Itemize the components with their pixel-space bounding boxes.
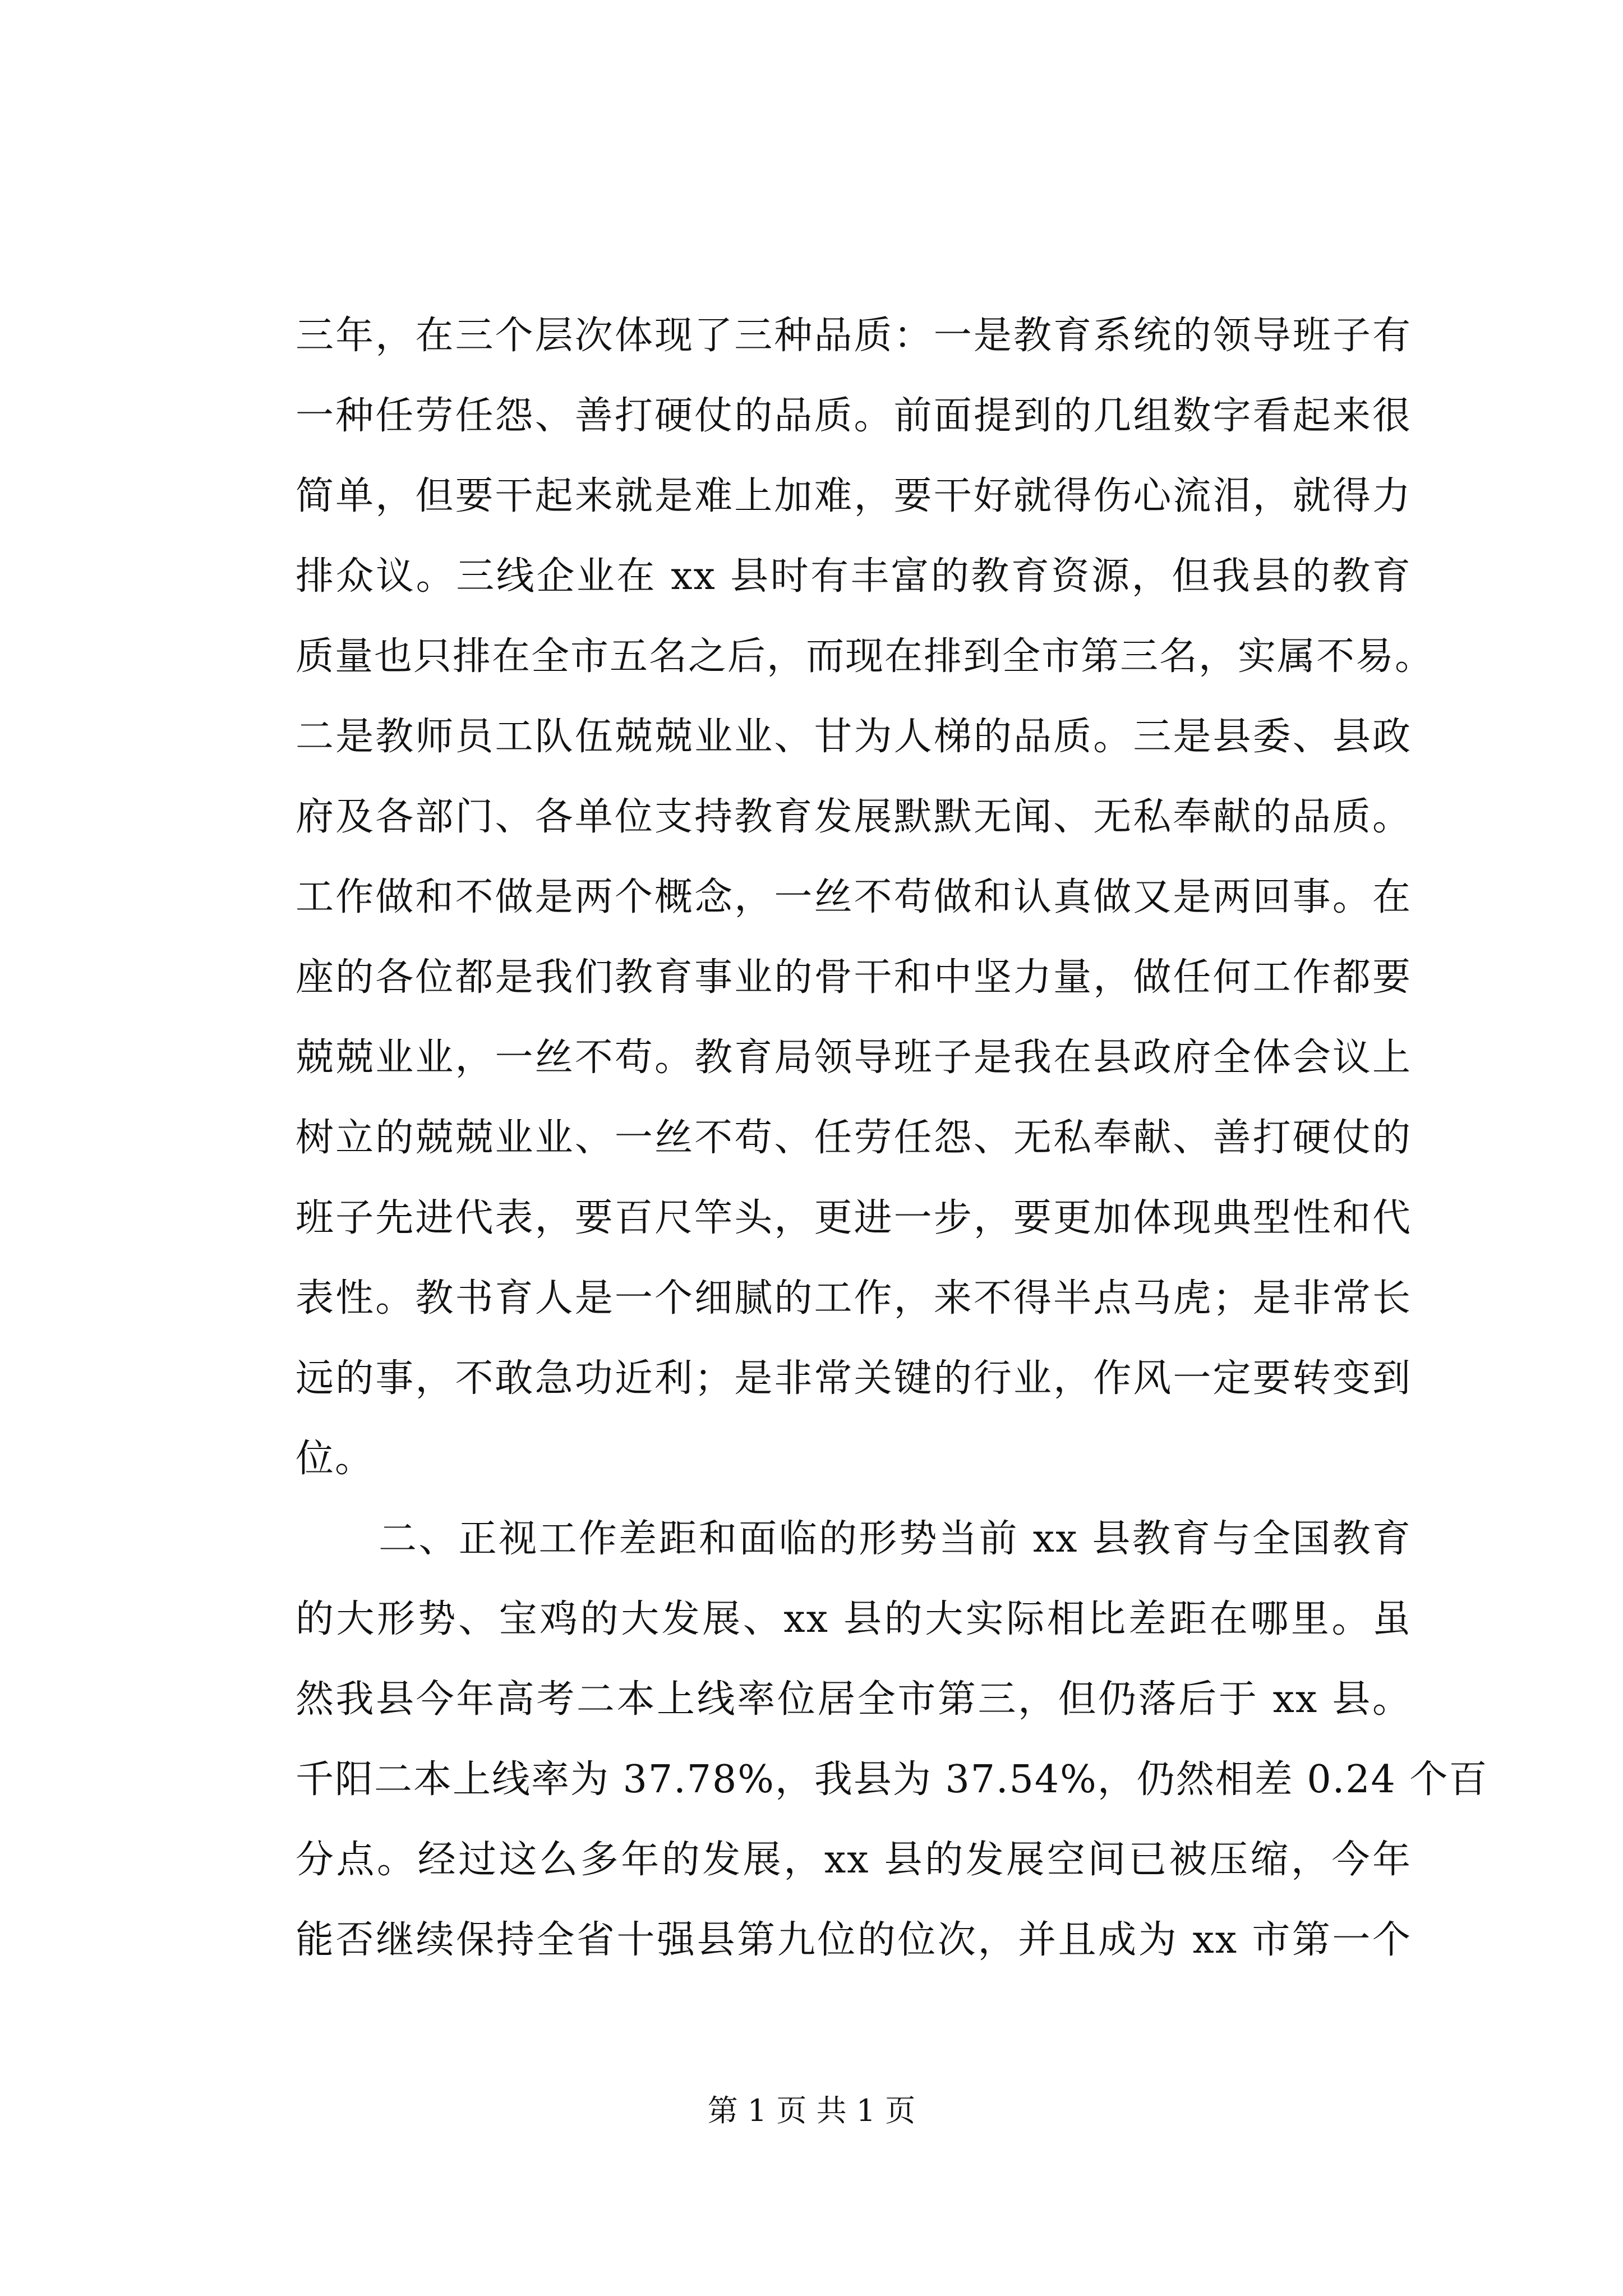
- text-line: 二是教师员工队伍兢兢业业、甘为人梯的品质。三是县委、县政: [296, 715, 1412, 759]
- page-number-label: 第 1 页 共 1 页: [707, 2093, 916, 2128]
- document-body: [296, 296, 1488, 1980]
- text-line: 位。: [296, 1437, 375, 1481]
- text-line: 三年，在三个层次体现了三种品质：一是教育系统的领导班子有: [296, 314, 1412, 358]
- paragraph-2: [296, 1499, 1488, 1980]
- text-line: 树立的兢兢业业、一丝不苟、任劳任怨、无私奉献、善打硬仗的: [296, 1116, 1412, 1160]
- text-line: 然我县今年高考二本上线率位居全市第三，但仍落后于 xx 县。: [296, 1677, 1412, 1722]
- text-line: 座的各位都是我们教育事业的骨干和中坚力量，做任何工作都要: [296, 955, 1412, 1000]
- text-line: 表性。教书育人是一个细腻的工作，来不得半点马虎；是非常长: [296, 1276, 1412, 1320]
- text-line: 兢兢业业，一丝不苟。教育局领导班子是我在县政府全体会议上: [296, 1036, 1412, 1080]
- text-line: 工作做和不做是两个概念，一丝不苟做和认真做又是两回事。在: [296, 875, 1412, 919]
- text-line: 排众议。三线企业在 xx 县时有丰富的教育资源，但我县的教育: [296, 554, 1412, 599]
- paragraph-1: [296, 296, 1435, 1499]
- text-line: 班子先进代表，要百尺竿头，更进一步，要更加体现典型性和代: [296, 1196, 1412, 1240]
- text-line: 一种任劳任怨、善打硬仗的品质。前面提到的几组数字看起来很: [296, 394, 1412, 438]
- text-line: 分点。经过这么多年的发展，xx 县的发展空间已被压缩，今年: [296, 1838, 1412, 1882]
- text-line: 二、正视工作差距和面临的形势当前 xx 县教育与全国教育: [379, 1517, 1412, 1561]
- text-line: 府及各部门、各单位支持教育发展默默无闻、无私奉献的品质。: [296, 795, 1412, 839]
- page-footer: [0, 2091, 1623, 2131]
- text-line: 远的事，不敢急功近利；是非常关键的行业，作风一定要转变到: [296, 1356, 1412, 1401]
- text-line: 质量也只排在全市五名之后，而现在排到全市第三名，实属不易。: [296, 634, 1435, 679]
- text-line: 千阳二本上线率为 37.78%，我县为 37.54%，仍然相差 0.24 个百: [296, 1757, 1488, 1802]
- text-line: 能否继续保持全省十强县第九位的位次，并且成为 xx 市第一个: [296, 1918, 1412, 1962]
- text-line: 的大形势、宝鸡的大发展、xx 县的大实际相比差距在哪里。虽: [296, 1597, 1412, 1641]
- text-line: 简单，但要干起来就是难上加难，要干好就得伤心流泪，就得力: [296, 474, 1412, 518]
